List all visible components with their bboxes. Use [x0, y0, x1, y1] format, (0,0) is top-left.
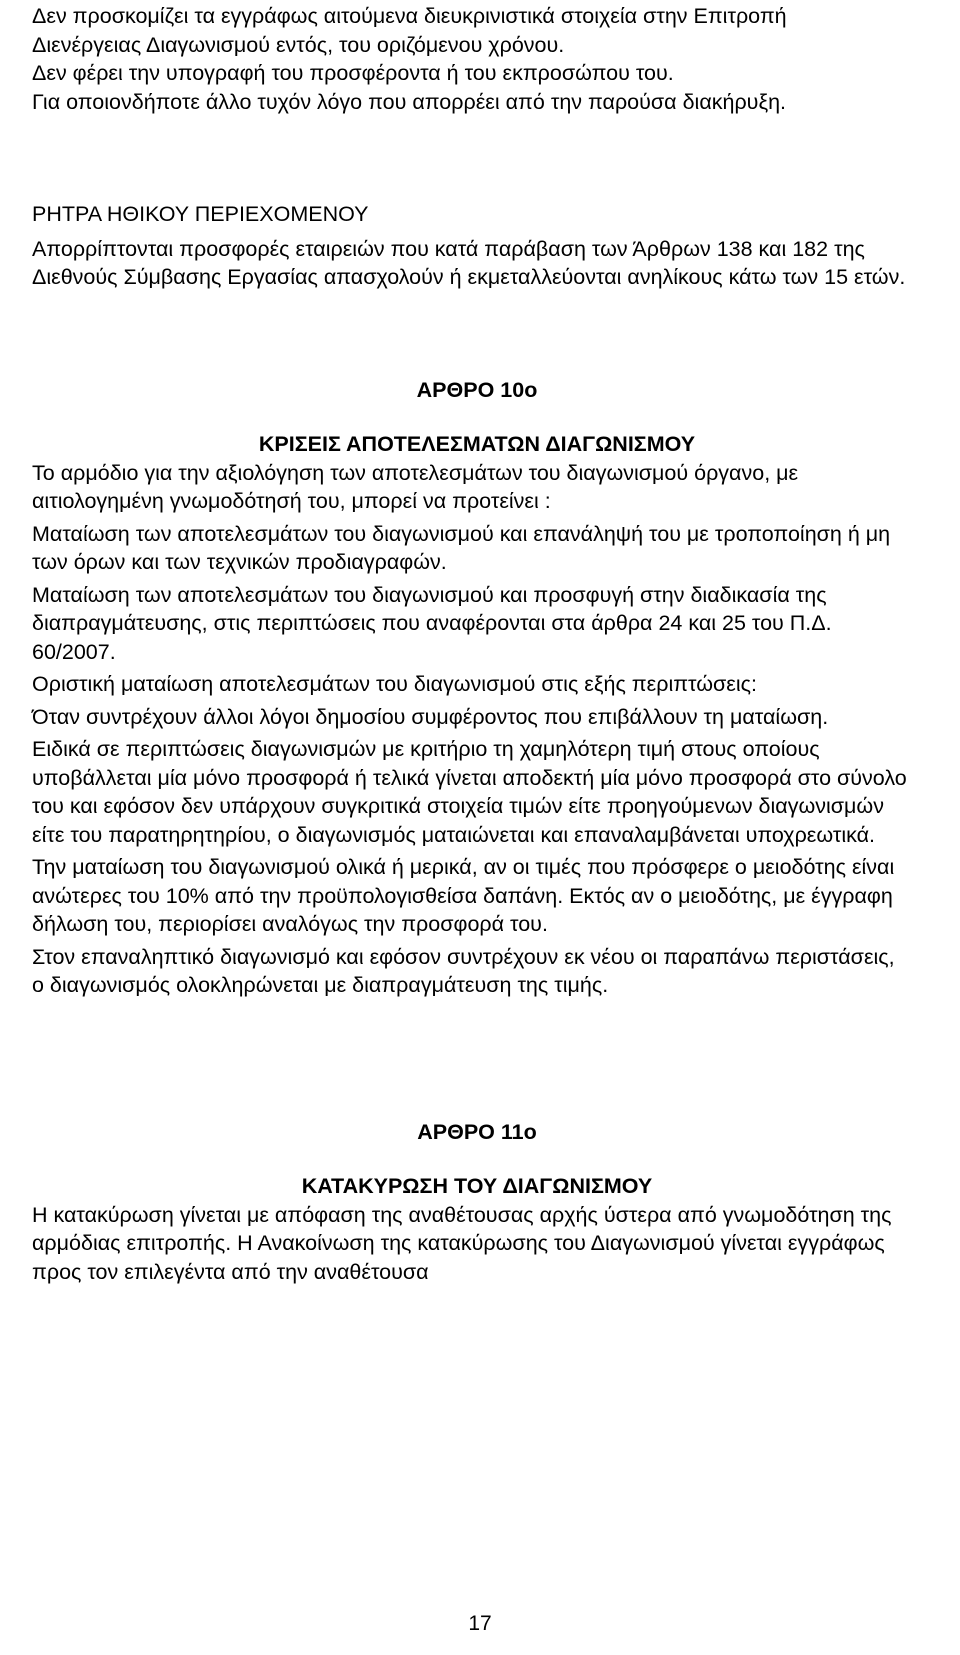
article-10-number: ΑΡΘΡΟ 10ο	[416, 377, 538, 402]
article-11-number: ΑΡΘΡΟ 11ο	[417, 1119, 537, 1144]
ethics-text: Απορρίπτονται προσφορές εταιρειών που κατά παράβαση των Άρθρων 138 και 182 της Διεθνούς Σύμβασης Εργασίας απασχολούν ή εκμεταλλεύονται ανηλίκους κάτω των 15 ετών.	[32, 236, 906, 289]
article-10-paragraph: Ματαίωση των αποτελεσμάτων του διαγωνισμού και προσφυγή στην διαδικασία της διαπραγμάτευσης, στις περιπτώσεις που αναφέρονται στα άρθρα 24 και 25 του Π.Δ. 60/2007.	[32, 582, 832, 664]
top-line-3: Για οποιονδήποτε άλλο τυχόν λόγο που απορρέει από την παρούσα διακήρυξη.	[32, 89, 787, 114]
top-line-2: Δεν φέρει την υπογραφή του προσφέροντα ή του εκπροσώπου του.	[32, 61, 674, 85]
article-11-text: Η κατακύρωση γίνεται με απόφαση της αναθέτουσας αρχής ύστερα από γνωμοδότηση της αρμόδιας επιτροπής. Η Ανακοίνωση της κατακύρωσης του Διαγωνισμού γίνεται εγγράφως προς τον επιλεγέντα από την αναθέτουσα	[32, 1202, 892, 1284]
article-10-paragraph: Όταν συντρέχουν άλλοι λόγοι δημοσίου συμφέροντος που επιβάλλουν τη ματαίωση.	[32, 704, 829, 729]
document-page	[32, 2, 922, 1286]
article-10-paragraph: Ματαίωση των αποτελεσμάτων του διαγωνισμού και επανάληψή του με τροποποίηση ή μη των όρων και των τεχνικών προδιαγραφών.	[32, 521, 891, 574]
ethics-heading: ΡΗΤΡΑ ΗΘΙΚΟΥ ΠΕΡΙΕΧΟΜΕΝΟΥ	[32, 202, 369, 226]
top-line-1: Δεν προσκομίζει τα εγγράφως αιτούμενα διευκρινιστικά στοιχεία στην Επιτροπή Διενέργειας Διαγωνισμού εντός, του οριζόμενου χρόνου.	[32, 4, 787, 57]
article-10-paragraph: Την ματαίωση του διαγωνισμού ολικά ή μερικά, αν οι τιμές που πρόσφερε ο μειοδότης είναι ανώτερες του 10% από την προϋπολογισθείσα δαπάνη. Εκτός αν ο μειοδότης, με έγγραφη δήλωση του, περιορίσει αναλόγως την προσφορά του.	[32, 855, 895, 936]
article-11-title: ΚΑΤΑΚΥΡΩΣΗ ΤΟΥ ΔΙΑΓΩΝΙΣΜΟΥ	[301, 1174, 653, 1198]
article-10-paragraph: Ειδικά σε περιπτώσεις διαγωνισμών με κριτήριο τη χαμηλότερη τιμή στους οποίους υποβάλλεται μία μόνο προσφορά ή τελικά γίνεται αποδεκτή μία μόνο προσφορά στο σύνολο του και εφόσον δεν υπάρχουν συγκριτικά στοιχεία τιμών είτε προηγούμενων διαγωνισμών είτε του παρατηρητηρίου, ο διαγωνισμός ματαιώνεται και επαναλαμβάνεται υποχρεωτικά.	[32, 737, 907, 847]
article-10-paragraph: Οριστική ματαίωση αποτελεσμάτων του διαγωνισμού στις εξής περιπτώσεις:	[32, 672, 757, 696]
page-number: 17	[468, 1612, 492, 1635]
article-10-paragraph: Στον επαναληπτικό διαγωνισμό και εφόσον συντρέχουν εκ νέου οι παραπάνω περιστάσεις, ο διαγωνισμός ολοκληρώνεται με διαπραγμάτευση της τιμής.	[32, 944, 895, 997]
article-10-paragraph: Το αρμόδιο για την αξιολόγηση των αποτελεσμάτων του διαγωνισμού όργανο, με αιτιολογημένη γνωμοδότησή του, μπορεί να προτείνει :	[32, 460, 799, 513]
article-10-title: ΚΡΙΣΕΙΣ ΑΠΟΤΕΛΕΣΜΑΤΩΝ ΔΙΑΓΩΝΙΣΜΟΥ	[258, 432, 696, 456]
